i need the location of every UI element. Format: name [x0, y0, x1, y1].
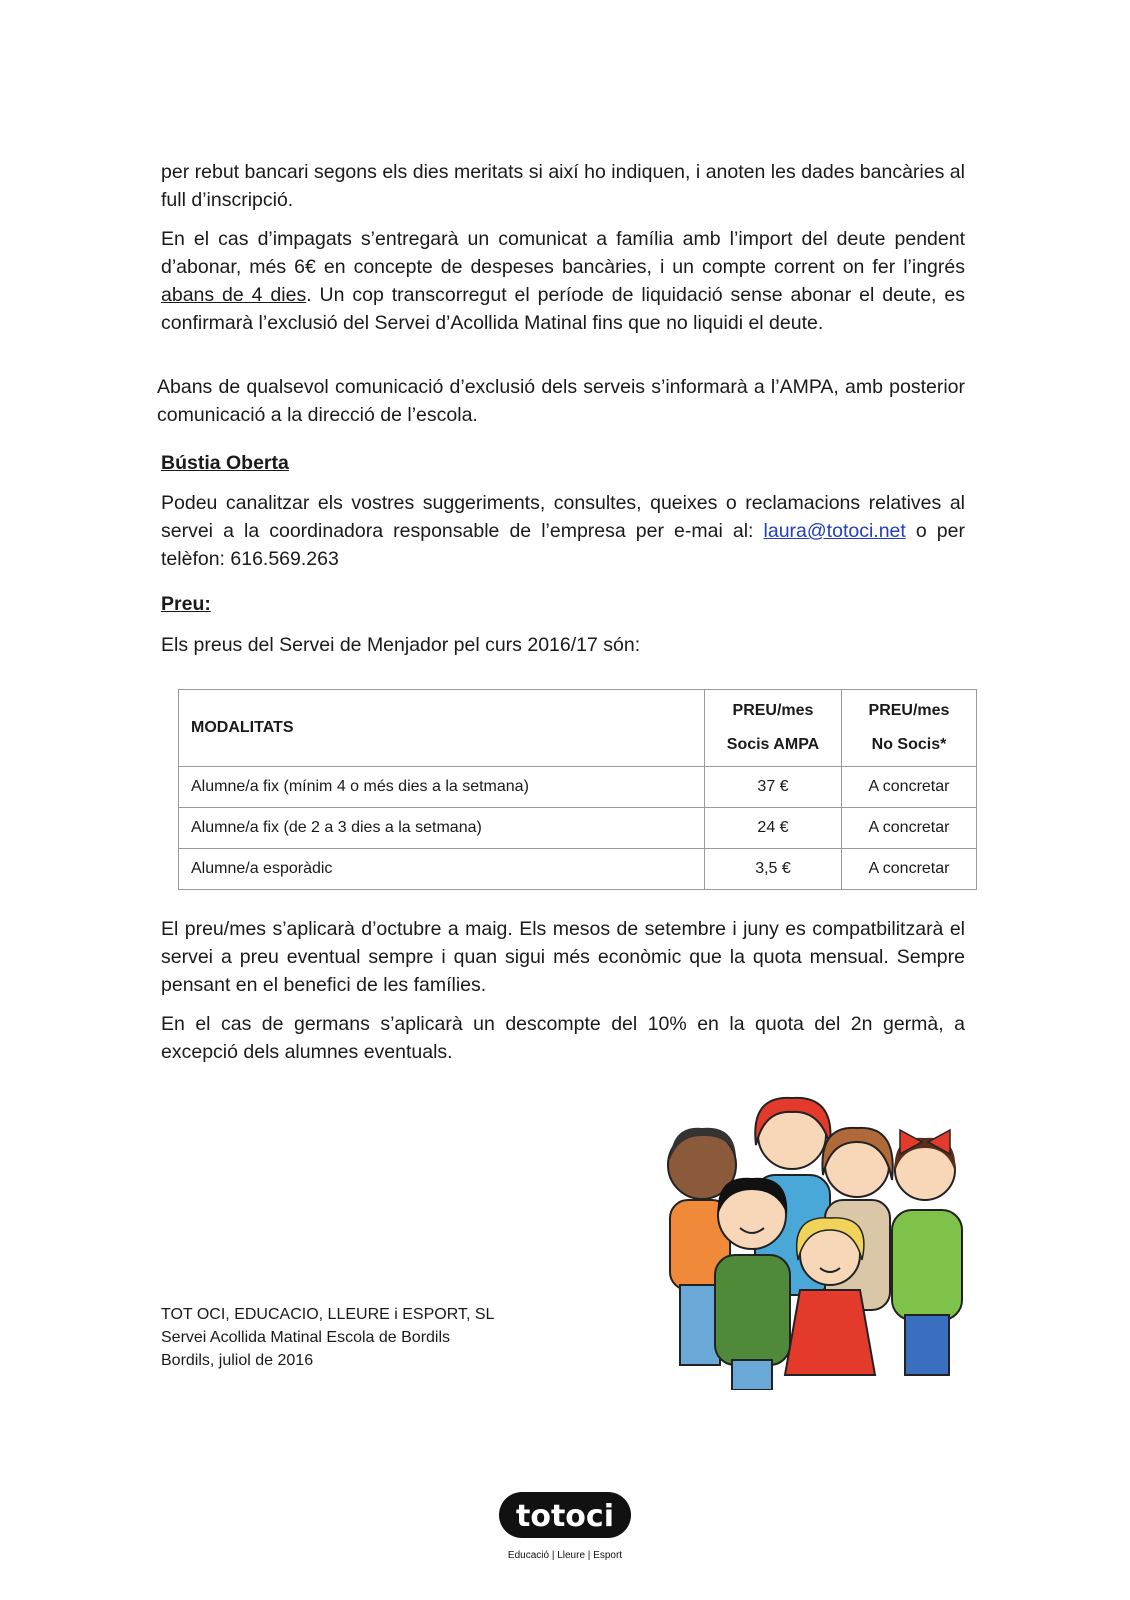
footer-company: TOT OCI, EDUCACIO, LLEURE i ESPORT, SL [161, 1306, 495, 1323]
price-table [178, 689, 977, 890]
totoci-logo [497, 1490, 633, 1564]
preu-intro: Els preus del Servei de Menjador pel curs 2016/17 són: [161, 634, 641, 656]
header-nosocis-line1: PREU/mes [868, 702, 950, 719]
email-link[interactable]: laura@totoci.net [763, 520, 906, 542]
child-front-left [715, 1178, 790, 1390]
children-illustration [660, 1090, 980, 1390]
cell-nosocis: A concretar [842, 849, 977, 890]
heading-bustia: Bústia Oberta [161, 452, 289, 474]
cell-modalitat: Alumne/a fix (de 2 a 3 dies a la setmana) [179, 808, 705, 849]
table-row [179, 808, 977, 849]
table-row [179, 767, 977, 808]
cell-socis: 37 € [705, 767, 842, 808]
header-nosocis-line2: No Socis* [871, 736, 947, 753]
header-socis-line1: PREU/mes [732, 702, 814, 719]
paragraph-preu-months: El preu/mes s’aplicarà d’octubre a maig. Els mesos de setembre i juny es compatbilitzarà el servei a preu eventual sempre i quan sigui més econòmic que la quota mensual. Sempre pensant en el benefici de les famílies. [161, 918, 965, 996]
footer-service: Servei Acollida Matinal Escola de Bordils [161, 1329, 451, 1346]
bustia-phone-text: o per telèfon: 616.569.263 [161, 520, 965, 570]
cell-nosocis: A concretar [842, 808, 977, 849]
underlined-deadline: abans de 4 dies [161, 284, 307, 306]
cell-socis: 3,5 € [705, 849, 842, 890]
header-socis [705, 690, 842, 767]
child-front-blonde [785, 1218, 875, 1375]
paragraph-discount: En el cas de germans s’aplicarà un descompte del 10% en la quota del 2n germà, a excepció dels alumnes eventuals. [161, 1013, 965, 1063]
cell-modalitat: Alumne/a fix (mínim 4 o més dies a la setmana) [179, 767, 705, 808]
paragraph-bustia [161, 489, 965, 573]
paragraph-unpaid-text: En el cas d’impagats s’entregarà un comunicat a família amb l’import del deute pendent d’abonar, més 6€ en concepte de despeses bancàries, i un compte corrent on fer l’ingrés [161, 228, 965, 278]
paragraph-billing: per rebut bancari segons els dies meritats si així ho indiquen, i anoten les dades bancàries al full d’inscripció. [161, 161, 965, 211]
header-nosocis [842, 690, 977, 767]
paragraph-exclusion: Abans de qualsevol comunicació d’exclusió dels serveis s’informarà a l’AMPA, amb posterior comunicació a la direcció de l’escola. [157, 376, 965, 426]
cell-socis: 24 € [705, 808, 842, 849]
logo-wordmark: totoci [516, 1499, 614, 1534]
heading-preu: Preu: [161, 593, 211, 615]
footer-signature [161, 1303, 494, 1372]
cell-nosocis: A concretar [842, 767, 977, 808]
logo-tagline: Educació | Lleure | Esport [507, 1550, 623, 1561]
table-header-row [179, 690, 977, 767]
footer-date: Bordils, juliol de 2016 [161, 1352, 314, 1369]
child-right-green [892, 1130, 962, 1375]
table-row [179, 849, 977, 890]
bustia-text: Podeu canalitzar els vostres suggeriments, consultes, queixes o reclamacions relatives al servei a la coordinadora responsable de l’empresa per e-mai al: [161, 492, 965, 542]
header-modalitats: MODALITATS [179, 690, 705, 767]
paragraph-unpaid [161, 225, 965, 337]
header-socis-line2: Socis AMPA [726, 736, 820, 753]
cell-modalitat: Alumne/a esporàdic [179, 849, 705, 890]
paragraph-unpaid-text-end: . Un cop transcorregut el període de liquidació sense abonar el deute, es confirmarà l’exclusió del Servei d’Acollida Matinal fins que no liquidi el deute. [161, 284, 965, 334]
